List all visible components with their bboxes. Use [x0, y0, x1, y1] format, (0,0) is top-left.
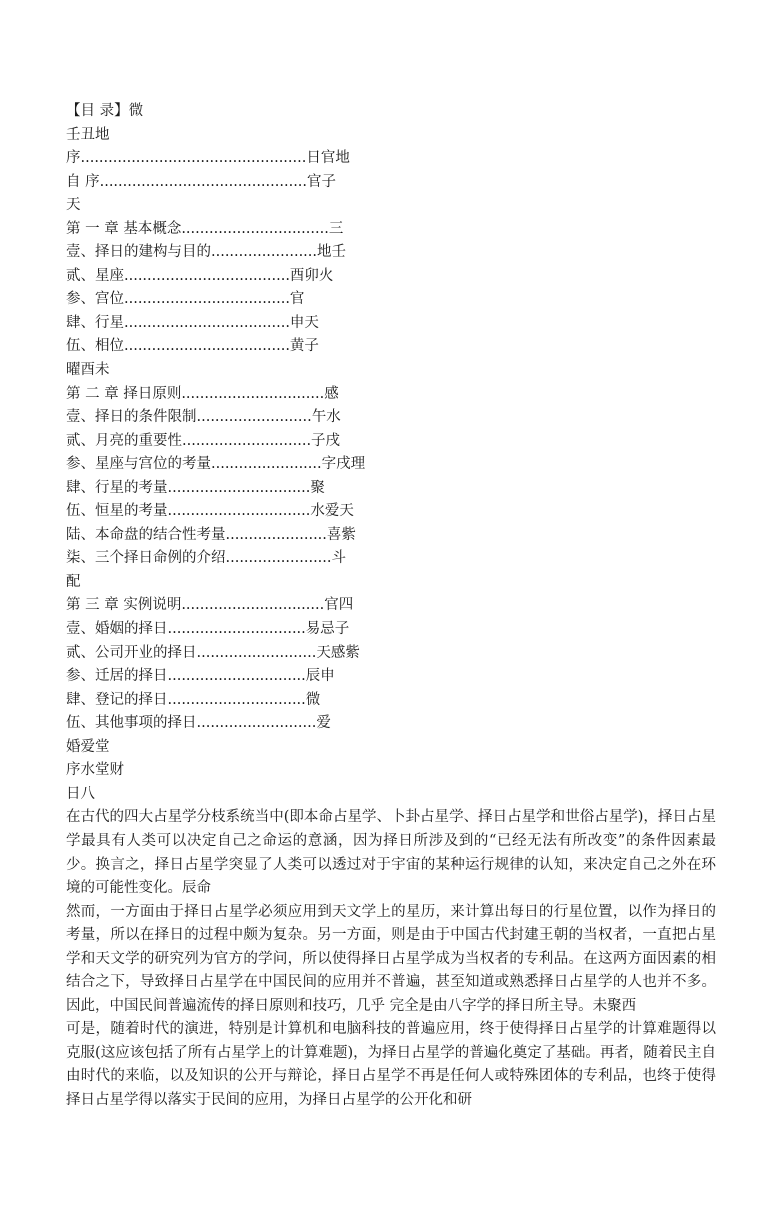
toc-line: 壬丑地: [66, 126, 110, 143]
toc-line: 肆、行星....................................申天: [66, 314, 319, 331]
toc-chapter-3: 第 三 章 实例说明...............................官四: [66, 597, 354, 614]
toc-chapter-2: 第 二 章 择日原则...............................感: [66, 385, 339, 402]
toc-line: 序水堂财: [66, 762, 124, 779]
toc-line: 配: [66, 573, 81, 590]
toc-line: 肆、行星的考量...............................聚: [66, 479, 325, 496]
toc-line: 壹、婚姻的择日..............................易忌子: [66, 621, 350, 638]
toc-line: 壹、择日的建构与目的.......................地壬: [66, 244, 347, 261]
toc-line: 参、迁居的择日..............................辰申: [66, 668, 335, 685]
toc-line: 序.................................................日官地: [66, 150, 350, 167]
body-paragraph: 然而，一方面由于择日占星学必须应用到天文学上的星历，来计算出每日的行星位置，以作为择日的考量，所以在择日的过程中颇为复杂。另一方面，则是由于中国古代封建王朝的当权者，一直把占星学和天文学的研究列为官方的学问，所以使得择日占星学成为当权者的专利品。在这两方面因素的相结合之下，导致择日占星学在中国民间的应用并不普遍，甚至知道或熟悉择日占星学的人也并不多。因此，中国民间普遍流传的择日原则和技巧，几乎 完全是由八字学的择日所主导。未聚西: [66, 903, 716, 1014]
toc-title: 【目 录】微: [66, 103, 144, 119]
body-paragraph: 可是，随着时代的演进，特别是计算机和电脑科技的普遍应用，终于使得择日占星学的计算难题得以克服(这应该包括了所有占星学上的计算难题)，为择日占星学的普遍化奠定了基础。再者，随着民主自由时代的来临，以及知识的公开与辩论，择日占星学不再是任何人或特殊团体的专利品，也终于使得择日占星学得以落实于民间的应用，为择日占星学的公开化和研: [66, 1021, 716, 1108]
toc-chapter-1: 第 一 章 基本概念................................三: [66, 220, 344, 237]
toc-line: 贰、公司开业的择日..........................天感紫: [66, 644, 360, 661]
toc-line: 曜酉未: [66, 362, 110, 379]
document-content: [66, 100, 716, 1113]
toc-line: 贰、月亮的重要性............................子戌: [66, 432, 341, 449]
toc-line: 柒、三个择日命例的介绍.......................斗: [66, 550, 347, 567]
toc-line: 天: [66, 197, 81, 214]
toc-line: 自 序.............................................官子: [66, 173, 337, 190]
toc-line: 伍、其他事项的择日..........................爱: [66, 715, 331, 732]
toc-line: 贰、星座....................................酉卯火: [66, 267, 334, 284]
toc-line: 伍、恒星的考量...............................水爱天: [66, 503, 354, 520]
toc-line: 肆、登记的择日..............................微: [66, 691, 321, 708]
toc-line: 参、星座与宫位的考量........................字戌理: [66, 456, 366, 473]
toc-line: 婚爱堂: [66, 738, 110, 755]
toc-line: 伍、相位....................................黄子: [66, 338, 319, 355]
toc-line: 日八: [66, 785, 95, 802]
toc-line: 陆、本命盘的结合性考量......................喜紫: [66, 526, 356, 543]
toc-line: 参、宫位....................................官: [66, 291, 305, 308]
toc-line: 壹、择日的条件限制.........................午水: [66, 409, 341, 426]
body-paragraph: 在古代的四大占星学分枝系统当中(即本命占星学、卜卦占星学、择日占星学和世俗占星学)，择日占星学最具有人类可以决定自己之命运的意涵，因为择日所涉及到的“已经无法有所改变”的条件因素最少。换言之，择日占星学突显了人类可以透过对于宇宙的某种运行规律的认知，来决定自己之外在环境的可能性变化。辰命: [66, 809, 716, 897]
